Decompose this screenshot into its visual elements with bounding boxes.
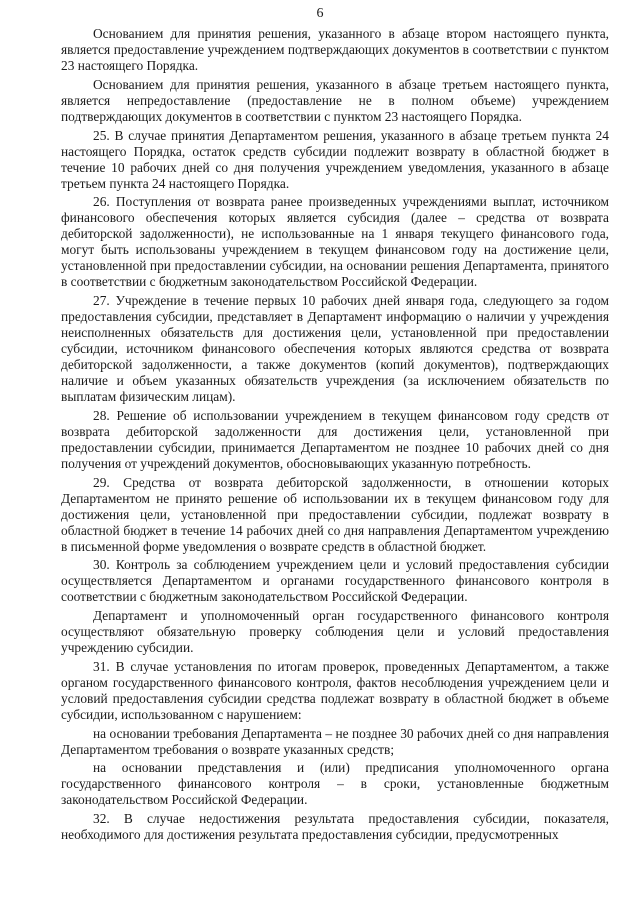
paragraph: Основанием для принятия решения, указанного в абзаце втором настоящего пункта, является предоставление учреждением подтверждающих документов в соответствии с пунктом 23 настоящего Порядка. xyxy=(61,26,609,73)
paragraph: 27. Учреждение в течение первых 10 рабочих дней января года, следующего за годом предоставления субсидии, представляет в Департамент информацию о наличии у учреждения неисполненных обязательств для достижения цели, установленной при предоставлении субсидии, источником финансового обеспечения которых являются средства от возврата дебиторской задолженности, а также документов (копий документов), подтверждающих наличие и объем указанных обязательств учреждения (за исключением обязательств по выплатам физическим лицам). xyxy=(61,293,609,404)
page-number: 6 xyxy=(316,6,324,21)
paragraph: 28. Решение об использовании учреждением в текущем финансовом году средств от возврата дебиторской задолженности для достижения цели, установленной при предоставлении субсидии, принимается Департаментом не позднее 10 рабочих дней со дня получения от учреждений документов, обосновывающих указанную потребность. xyxy=(61,407,609,471)
paragraph: на основании представления и (или) предписания уполномоченного органа государственного финансового контроля – в сроки, установленные бюджетным законодательством Российской Федерации. xyxy=(61,760,609,808)
paragraph: 29. Средства от возврата дебиторской задолженности, в отношении которых Департаментом не принято решение об использовании их в текущем финансовом году для достижения цели, установленной при предоставлении субсидии, подлежат возврату в областной бюджет в течение 14 рабочих дней со дня направления Департаментом учреждению в письменной форме уведомления о возврате средств в областной бюджет. xyxy=(61,474,609,554)
document-body xyxy=(61,26,609,846)
paragraph: Департамент и уполномоченный орган государственного финансового контроля осуществляют обязательную проверку соблюдения цели и условий предоставления учреждению субсидии. xyxy=(61,608,609,655)
paragraph: 32. В случае недостижения результата предоставления субсидии, показателя, необходимого для достижения результата предоставления субсидии, предусмотренных xyxy=(61,811,609,842)
paragraph: 25. В случае принятия Департаментом решения, указанного в абзаце третьем пункта 24 настоящего Порядка, остаток средств субсидии подлежит возврату в областной бюджет в течение 10 рабочих дней со дня получения учреждением уведомления, указанного в абзаце третьем пункта 24 настоящего Порядка. xyxy=(61,127,609,191)
paragraph: 26. Поступления от возврата ранее произведенных учреждениями выплат, источником финансового обеспечения которых является субсидия (далее – средства от возврата дебиторской задолженности), не использованные на 1 января текущего финансового года, могут быть использованы учреждением в текущем финансовом году на достижение цели, установленной при предоставлении субсидии, на основании решения Департамента, принятого в соответствии с бюджетным законодательством Российской Федерации. xyxy=(61,194,609,290)
paragraph: 30. Контроль за соблюдением учреждением цели и условий предоставления субсидии осуществляется Департаментом и органами государственного финансового контроля в соответствии с бюджетным законодательством Российской Федерации. xyxy=(61,557,609,605)
paragraph: на основании требования Департамента – не позднее 30 рабочих дней со дня направления Департаментом требования о возврате указанных средств; xyxy=(61,725,609,757)
paragraph: 31. В случае установления по итогам проверок, проведенных Департаментом, а также органом государственного финансового контроля, фактов несоблюдения учреждением цели и условий предоставления субсидии средства подлежат возврату в областной бюджет в объеме субсидии, использованном с нарушением: xyxy=(61,658,609,722)
paragraph: Основанием для принятия решения, указанного в абзаце третьем настоящего пункта, является непредоставление (предоставление не в полном объеме) учреждением подтверждающих документов в соответствии с пунктом 23 настоящего Порядка. xyxy=(61,76,609,124)
